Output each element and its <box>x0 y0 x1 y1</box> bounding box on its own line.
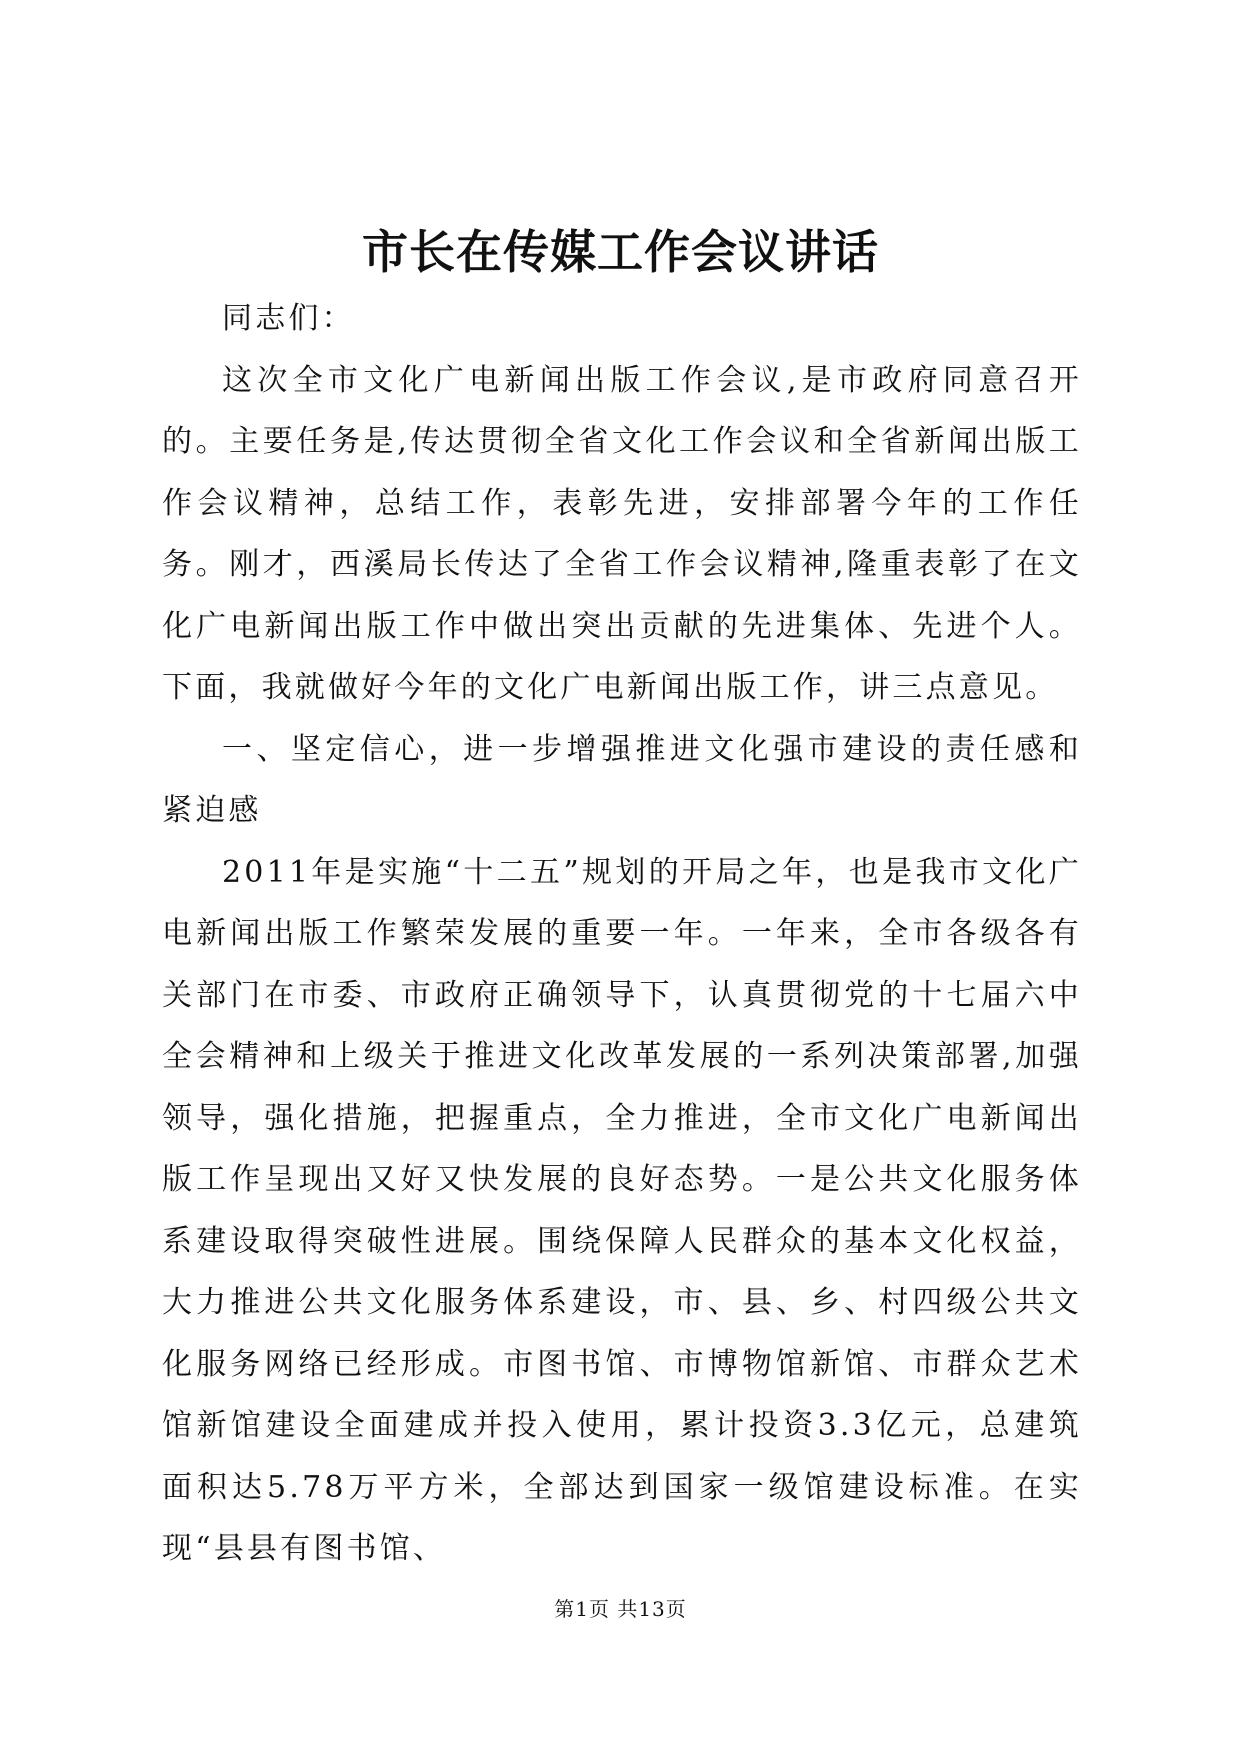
paragraph-intro: 这次全市文化广电新闻出版工作会议,是市政府同意召开的。主要任务是,传达贯彻全省文化工作会议和全省新闻出版工作会议精神，总结工作，表彰先进，安排部署今年的工作任务。刚才，西溪局长传达了全省工作会议精神,隆重表彰了在文化广电新闻出版工作中做出突出贡献的先进集体、先进个人。下面，我就做好今年的文化广电新闻出版工作，讲三点意见。 <box>162 362 1082 705</box>
document-title: 市长在传媒工作会议讲话 <box>362 225 879 279</box>
page-number-footer: 第1页 共13页 <box>554 1597 687 1621</box>
salutation: 同志们： <box>222 301 355 336</box>
document-body <box>162 288 1082 1580</box>
paragraph-2011: 2011年是实施“十二五”规划的开局之年，也是我市文化广电新闻出版工作繁荣发展的重要一年。一年来，全市各级各有关部门在市委、市政府正确领导下，认真贯彻党的十七届六中全会精神和上级关于推进文化改革发展的一系列决策部署,加强领导，强化措施，把握重点，全力推进，全市文化广电新闻出版工作呈现出又好又快发展的良好态势。一是公共文化服务体系建设取得突破性进展。围绕保障人民群众的基本文化权益，大力推进公共文化服务体系建设，市、县、乡、村四级公共文化服务网络已经形成。市图书馆、市博物馆新馆、市群众艺术馆新馆建设全面建成并投入使用，累计投资3.3亿元，总建筑面积达5.78万平方米，全部达到国家一级馆建设标准。在实现“县县有图书馆、 <box>162 854 1082 1566</box>
section-heading-1: 一、坚定信心，进一步增强推进文化强市建设的责任感和紧迫感 <box>162 731 1082 828</box>
